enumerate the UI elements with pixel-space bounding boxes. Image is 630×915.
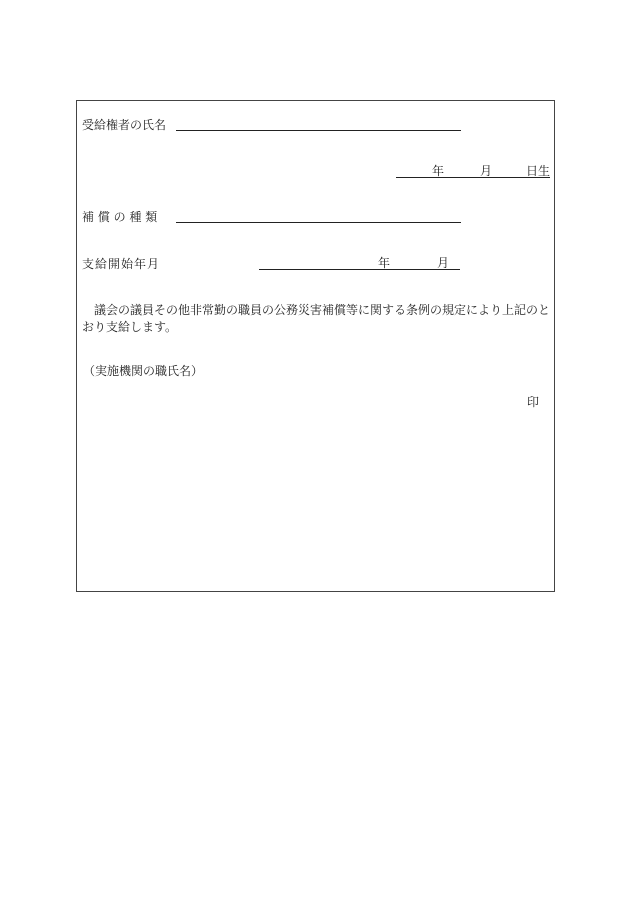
statement-text: 議会の議員その他非常勤の職員の公務災害補償等に関する条例の規定により上記のとおり支給します。 [82, 303, 551, 334]
birth-month-label: 月 [480, 164, 493, 178]
birth-day-label: 日生 [526, 164, 551, 178]
payment-start-line[interactable] [259, 269, 460, 270]
seal-mark: 印 [527, 395, 540, 409]
payment-start-month-label: 月 [437, 256, 450, 270]
agency-label: （実施機関の職氏名） [83, 364, 204, 378]
birth-year-label: 年 [432, 164, 445, 178]
payment-start-label: 支給開始年月 [82, 257, 161, 271]
recipient-name-label: 受給権者の氏名 [82, 118, 167, 132]
payment-start-year-label: 年 [378, 256, 391, 270]
recipient-name-line[interactable] [176, 130, 461, 131]
compensation-type-line[interactable] [176, 222, 461, 223]
compensation-type-label: 補 償 の 種 類 [82, 210, 158, 224]
